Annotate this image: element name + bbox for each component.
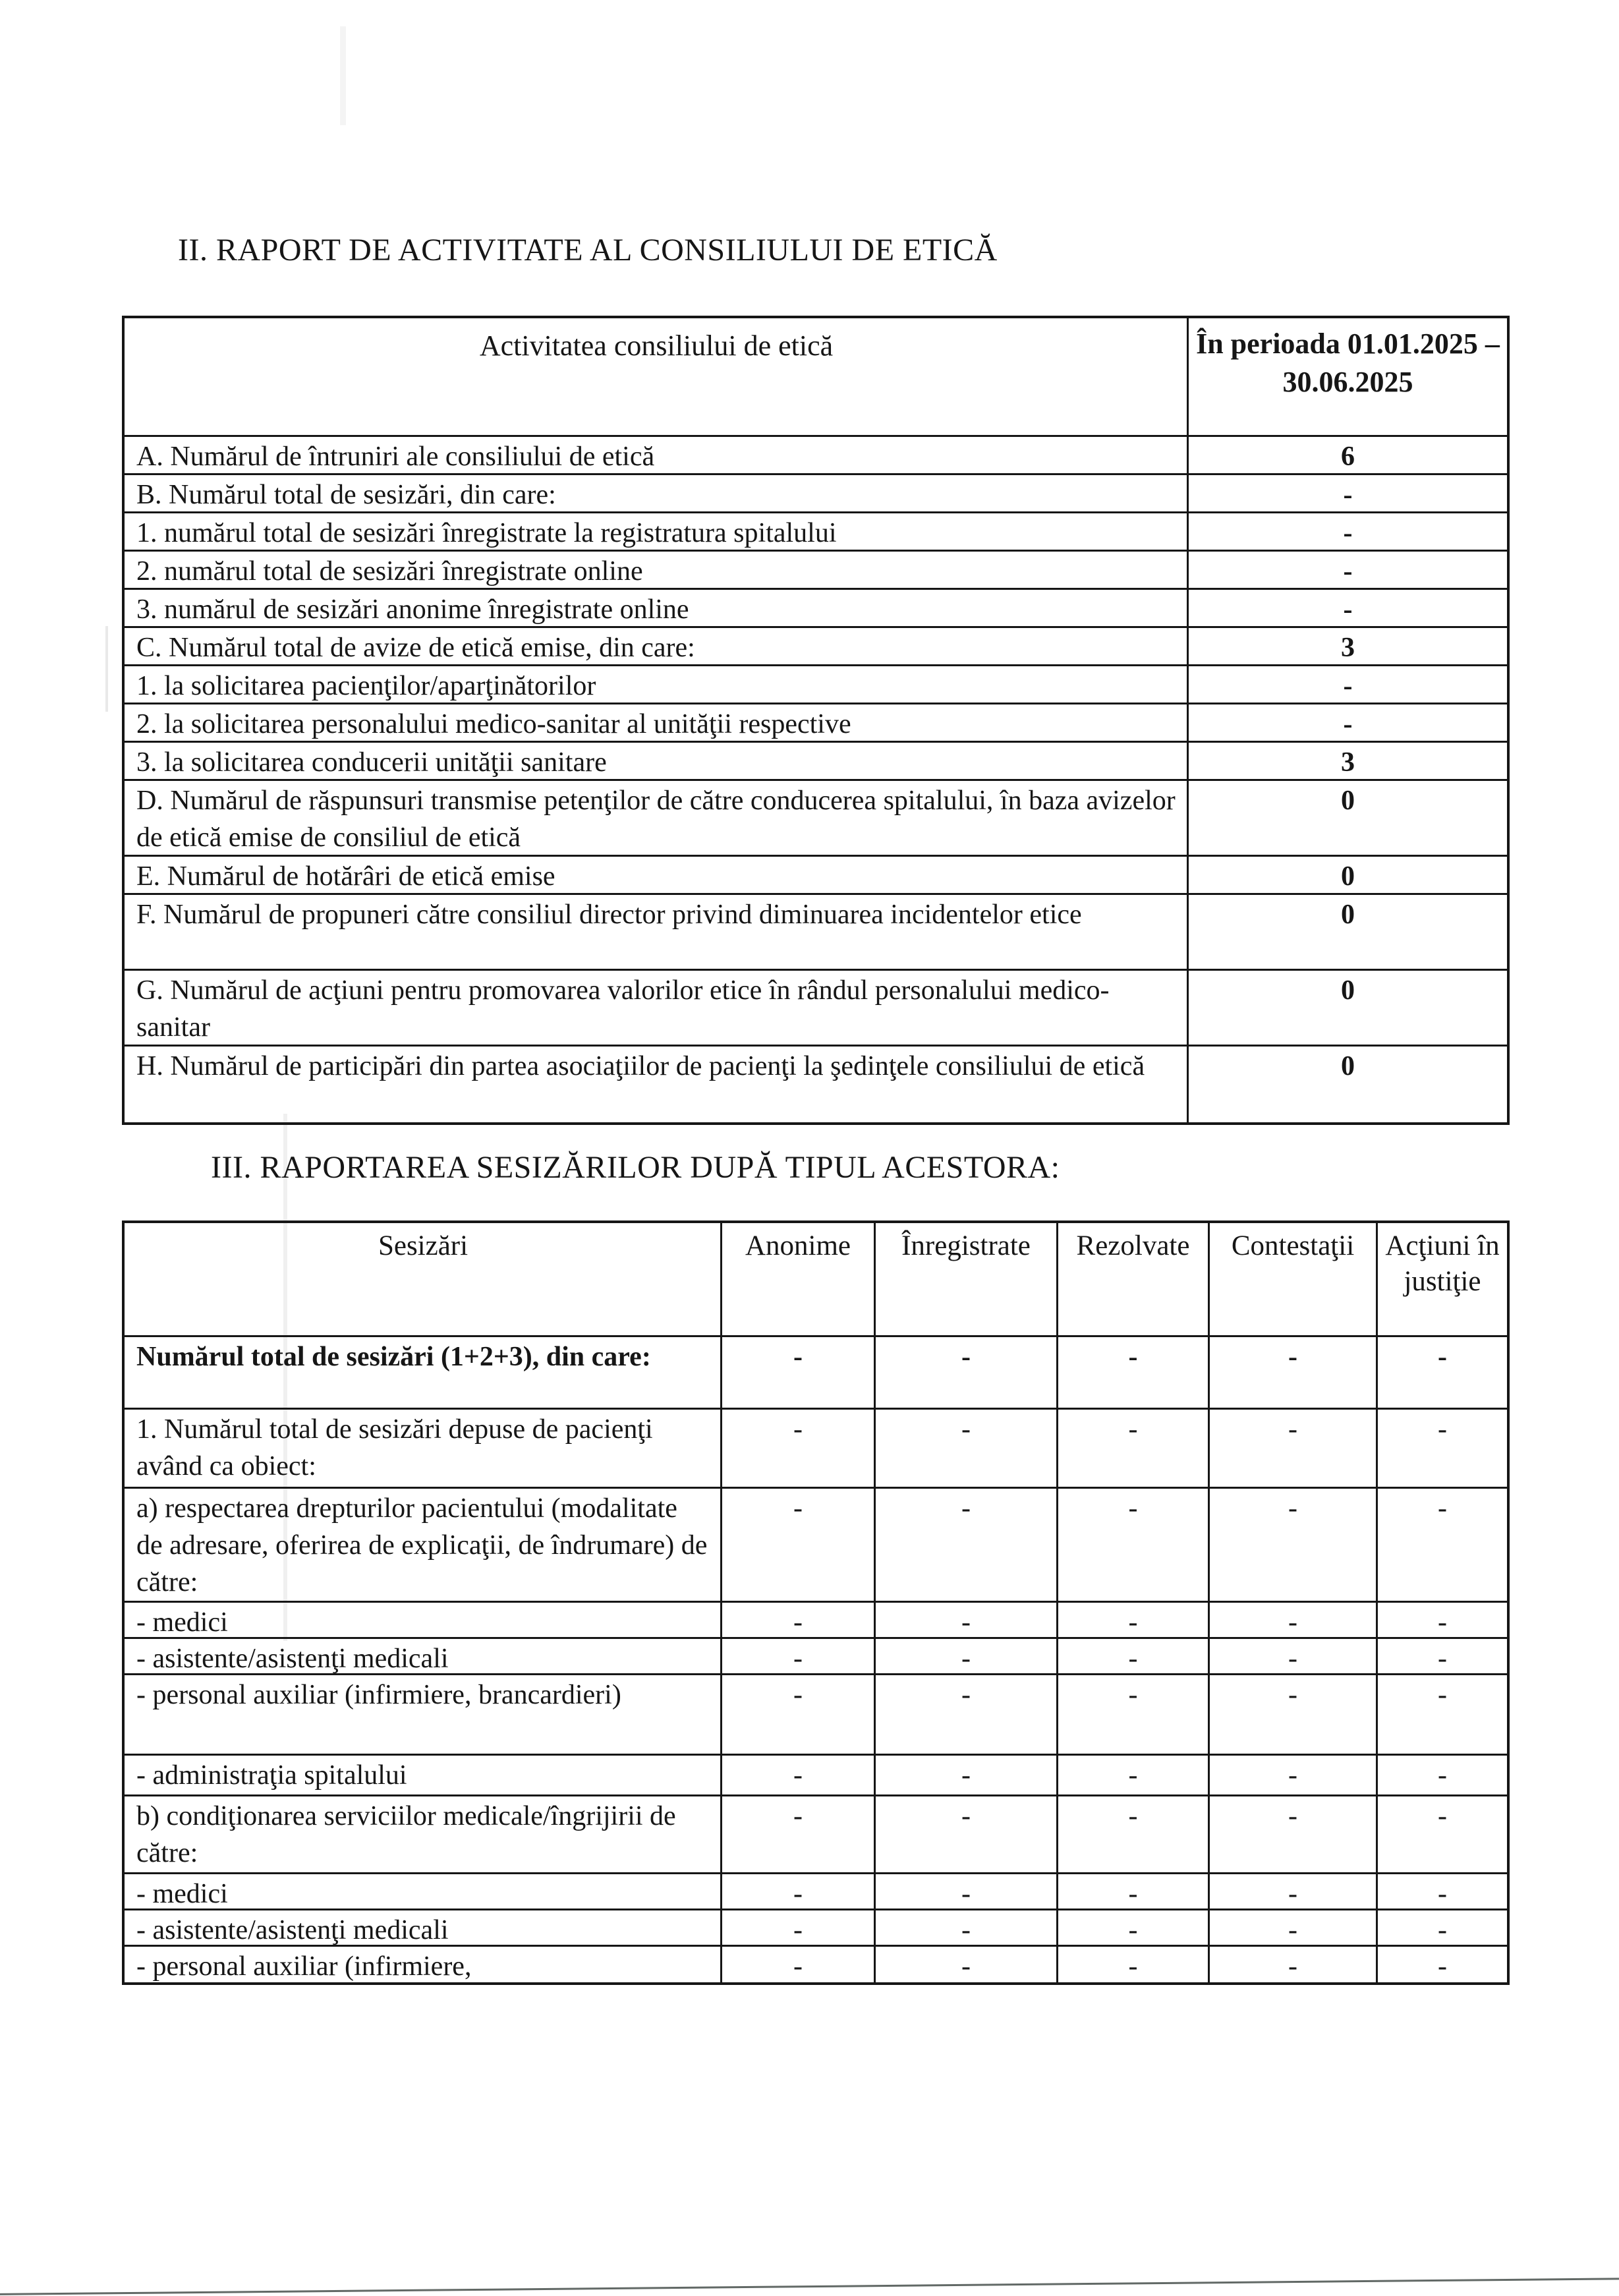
contestations-column-header: Contestaţii [1210, 1223, 1378, 1335]
row-value: - [876, 1489, 1058, 1601]
row-value: - [722, 1639, 876, 1673]
table-row [125, 1947, 1507, 1982]
row-value: - [722, 1947, 876, 1982]
row-label: 1. Numărul total de sesizări depuse de pacienţi având ca obiect: [125, 1410, 722, 1487]
row-label: - personal auxiliar (infirmiere, brancardieri) [125, 1675, 722, 1754]
row-value: - [1438, 1607, 1447, 1637]
registered-column-header: Înregistrate [876, 1223, 1058, 1335]
row-label: 1. la solicitarea pacienţilor/aparţinătorilor [125, 666, 1189, 703]
table-row [125, 513, 1507, 552]
row-label: D. Numărul de răspunsuri transmise petenţilor de către conducerea spitalului, în baza avizelor de etică emise de consiliul de etică [125, 781, 1189, 855]
row-value: - [1058, 1337, 1210, 1408]
row-label: 2. la solicitarea personalului medico-sanitar al unităţii respective [125, 704, 1189, 741]
row-label: G. Numărul de acţiuni pentru promovarea valorilor etice în rândul personalului medico-sanitar [125, 971, 1189, 1045]
row-label: C. Numărul total de avize de etică emise, din care: [125, 628, 1189, 664]
row-value: - [722, 1337, 876, 1408]
row-value: - [876, 1410, 1058, 1487]
row-value: - [1058, 1603, 1210, 1637]
row-label: F. Numărul de propuneri către consiliul director privind diminuarea incidentelor etice [125, 895, 1189, 969]
scan-streak [340, 26, 346, 125]
row-value: - [1438, 1951, 1447, 1982]
row-label: 3. numărul de sesizări anonime înregistrate online [125, 590, 1189, 626]
row-value: - [1210, 1756, 1378, 1794]
table-row [125, 704, 1507, 743]
row-label: B. Numărul total de sesizări, din care: [125, 475, 1189, 511]
row-label: a) respectarea drepturilor pacientului (modalitate de adresare, oferirea de explicaţii, de îndrumare) de către: [125, 1489, 722, 1601]
table-row [125, 743, 1507, 781]
table-row [125, 1337, 1507, 1410]
row-value: - [1343, 671, 1353, 701]
scanner-line-artifact [0, 2278, 1619, 2295]
row-value: 3 [1341, 633, 1355, 663]
row-value: - [722, 1874, 876, 1909]
row-label: H. Numărul de participări din partea asociaţiilor de pacienţi la şedinţele consiliului de etică [125, 1047, 1189, 1122]
row-label: - administraţia spitalului [125, 1756, 722, 1794]
period-column-header: În perioada 01.01.2025 – 30.06.2025 [1196, 328, 1500, 398]
row-value: - [1058, 1675, 1210, 1754]
table-header-row [125, 1223, 1507, 1337]
table-row [125, 1756, 1507, 1796]
row-value: - [1438, 1644, 1447, 1673]
row-value: - [1438, 1801, 1447, 1831]
table-row [125, 1639, 1507, 1675]
complaints-column-header: Sesizări [125, 1223, 722, 1335]
row-label: b) condiţionarea serviciilor medicale/îngrijirii de către: [125, 1796, 722, 1872]
table-row [125, 1603, 1507, 1639]
row-value: - [722, 1675, 876, 1754]
court-actions-column-header: Acţiuni în justiţie [1385, 1230, 1500, 1297]
row-value: - [876, 1947, 1058, 1982]
row-value: - [1210, 1603, 1378, 1637]
row-value: - [722, 1796, 876, 1872]
row-label: - medici [125, 1874, 722, 1909]
row-value: - [1058, 1639, 1210, 1673]
row-value: - [1438, 1493, 1447, 1524]
section-ii-title: II. RAPORT DE ACTIVITATE AL CONSILIULUI DE ETICĂ [178, 233, 998, 268]
table-row [125, 1675, 1507, 1756]
resolved-column-header: Rezolvate [1058, 1223, 1210, 1335]
table-row [125, 1410, 1507, 1489]
row-value: - [1210, 1337, 1378, 1408]
row-value: - [1438, 1342, 1447, 1372]
table-row [125, 971, 1507, 1047]
row-value: - [722, 1410, 876, 1487]
table-row [125, 781, 1507, 857]
row-value: - [1210, 1639, 1378, 1673]
row-value: - [876, 1639, 1058, 1673]
row-value: - [876, 1603, 1058, 1637]
table-row [125, 1047, 1507, 1122]
row-value: - [722, 1603, 876, 1637]
row-label: 2. numărul total de sesizări înregistrate online [125, 552, 1189, 588]
row-value: - [1343, 480, 1353, 510]
table-row [125, 475, 1507, 513]
row-value: 0 [1341, 861, 1355, 892]
table-row [125, 1489, 1507, 1603]
row-value: 0 [1341, 1051, 1355, 1081]
row-value: - [1210, 1947, 1378, 1982]
row-value: - [1210, 1910, 1378, 1945]
row-label: A. Numărul de întruniri ale consiliului de etică [125, 437, 1189, 473]
row-value: - [1058, 1756, 1210, 1794]
row-value: - [722, 1756, 876, 1794]
ethics-activity-table [122, 316, 1510, 1125]
row-value: 0 [1341, 900, 1355, 930]
row-value: - [1438, 1680, 1447, 1710]
row-value: - [876, 1675, 1058, 1754]
row-value: - [1438, 1414, 1447, 1445]
table-row [125, 1874, 1507, 1910]
row-value: - [722, 1489, 876, 1601]
row-value: - [1438, 1915, 1447, 1945]
table-row [125, 628, 1507, 666]
row-label: - asistente/asistenţi medicali [125, 1639, 722, 1673]
row-value: - [1058, 1796, 1210, 1872]
table-row [125, 590, 1507, 628]
row-value: - [1058, 1489, 1210, 1601]
row-value: - [876, 1910, 1058, 1945]
row-value: 6 [1341, 442, 1355, 472]
table-row [125, 1796, 1507, 1874]
row-label: - asistente/asistenţi medicali [125, 1910, 722, 1945]
row-value: - [1210, 1489, 1378, 1601]
activity-column-header: Activitatea consiliului de etică [125, 318, 1189, 435]
row-value: - [876, 1337, 1058, 1408]
row-value: - [876, 1756, 1058, 1794]
section-iii-title: III. RAPORTAREA SESIZĂRILOR DUPĂ TIPUL ACESTORA: [211, 1150, 1060, 1185]
row-value: - [1210, 1796, 1378, 1872]
row-value: - [876, 1874, 1058, 1909]
row-value: - [1210, 1410, 1378, 1487]
row-value: - [1343, 556, 1353, 587]
row-label: Numărul total de sesizări (1+2+3), din care: [125, 1337, 722, 1408]
table-header-row [125, 318, 1507, 437]
row-value: - [1058, 1910, 1210, 1945]
row-label: E. Numărul de hotărâri de etică emise [125, 857, 1189, 893]
table-row [125, 666, 1507, 704]
table-row [125, 1910, 1507, 1947]
scan-streak [105, 626, 108, 712]
complaints-by-type-table [122, 1220, 1510, 1985]
row-label: - medici [125, 1603, 722, 1637]
table-row [125, 895, 1507, 971]
row-value: - [876, 1796, 1058, 1872]
row-label: - personal auxiliar (infirmiere, [125, 1947, 722, 1982]
row-value: - [1058, 1947, 1210, 1982]
anonymous-column-header: Anonime [722, 1223, 876, 1335]
row-value: - [1343, 518, 1353, 548]
row-value: - [1343, 709, 1353, 739]
row-value: - [1210, 1675, 1378, 1754]
row-label: 1. numărul total de sesizări înregistrate la registratura spitalului [125, 513, 1189, 550]
table-row [125, 552, 1507, 590]
row-value: 0 [1341, 786, 1355, 816]
row-value: 3 [1341, 747, 1355, 778]
row-value: - [1058, 1410, 1210, 1487]
row-label: 3. la solicitarea conducerii unităţii sanitare [125, 743, 1189, 779]
table-row [125, 437, 1507, 475]
row-value: - [1210, 1874, 1378, 1909]
table-row [125, 857, 1507, 895]
row-value: - [722, 1910, 876, 1945]
row-value: - [1438, 1879, 1447, 1909]
row-value: - [1343, 594, 1353, 625]
row-value: 0 [1341, 975, 1355, 1006]
row-value: - [1438, 1760, 1447, 1791]
row-value: - [1058, 1874, 1210, 1909]
